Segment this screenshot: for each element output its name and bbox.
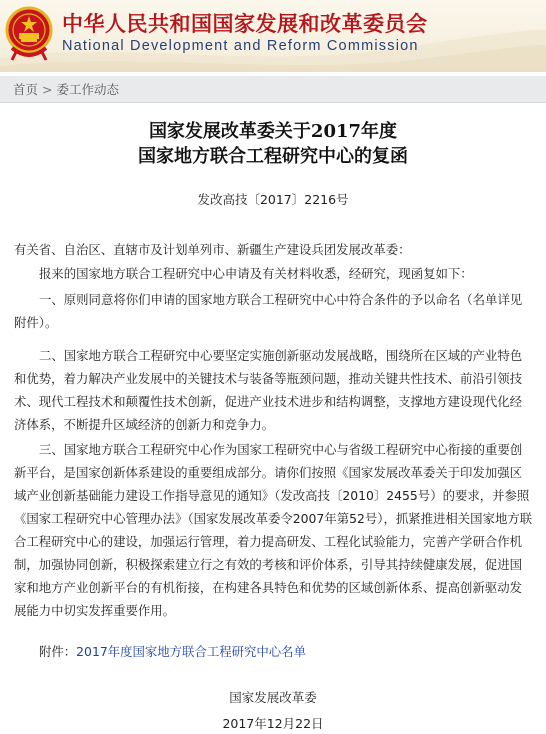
org-name-chinese: 中华人民共和国国家发展和改革委员会 [62,12,428,36]
attachment-link[interactable]: 2017年度国家地方联合工程研究中心名单 [76,644,306,659]
breadcrumb [0,76,546,103]
breadcrumb-section-link[interactable]: 委工作动态 [56,82,120,97]
paragraph-intro: 报来的国家地方联合工程研究中心申请及有关材料收悉，经研究，现函复如下： [39,266,473,281]
attachment-line [14,640,534,663]
breadcrumb-separator: > [42,82,53,97]
paragraph-item-1: 一、原则同意将你们申请的国家地方联合工程研究中心中符合条件的予以命名（名单详见附件）。 [14,292,523,330]
attachment-label: 附件： [39,644,77,659]
breadcrumb-home-link[interactable]: 首页 [13,82,39,97]
site-header [0,0,546,72]
signature-date: 2017年12月22日 [222,716,324,731]
document-number: 发改高技〔2017〕2216号 [197,192,349,207]
org-name-english: National Development and Reform Commission [62,38,419,54]
article-title-line2: 国家地方联合工程研究中心的复函 [138,146,408,167]
national-emblem-icon[interactable] [4,4,54,62]
salutation: 有关省、自治区、直辖市及计划单列市、新疆生产建设兵团发展改革委： [14,242,411,257]
paragraph-item-2: 二、国家地方联合工程研究中心要坚定实施创新驱动发展战略，围绕所在区域的产业特色和优势，着力解决产业发展中的关键技术与装备等瓶颈问题，推动关键共性技术、前沿引领技术、现代工程技术和颠覆性技术创新，促进产业技术进步和结构调整，支撑地方建设现代化经济体系，不断提升区域经济的创新力和竞争力。 [14,348,523,432]
signature-issuer: 国家发展改革委 [229,690,317,705]
article-title-line1: 国家发展改革委关于2017年度 [148,121,398,142]
paragraph-item-3: 三、国家地方联合工程研究中心作为国家工程研究中心与省级工程研究中心衔接的重要创新平台，是国家创新体系建设的重要组成部分。请你们按照《国家发展改革委关于印发加强区域产业创新基础能力建设工作指导意见的通知》（发改高技〔2010〕2455号）的要求，并参照《国家工程研究中心管理办法》（国家发展改革委令2007年第52号），抓紧推进相关国家地方联合工程研究中心的建设，加强运行管理，着力提高研发、工程化试验能力，完善产学研合作机制，加强协同创新，积极探索建立行之有效的考核和评价体系，引导其持续健康发展，促进国家和地方产业创新平台的有机衔接，在构建各具特色和优势的区域创新体系、提高创新驱动发展能力中切实发挥重要作用。 [14,442,533,618]
